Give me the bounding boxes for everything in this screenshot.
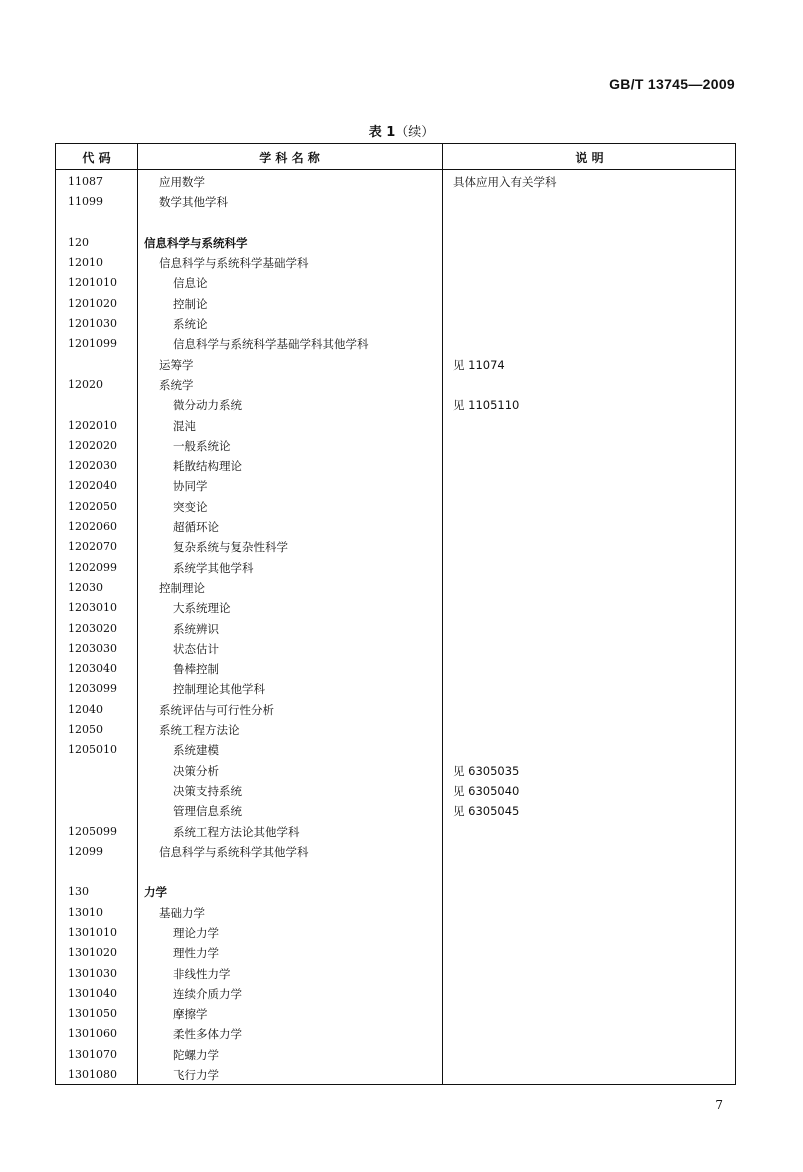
row-code: 1202010 bbox=[68, 418, 117, 432]
header-code: 代 码 bbox=[82, 151, 111, 165]
row-note: 见 6305035 bbox=[453, 763, 520, 778]
row-discipline-name: 系统工程方法论其他学科 bbox=[173, 824, 300, 839]
table-row bbox=[56, 882, 735, 902]
table-row bbox=[56, 619, 735, 639]
row-code: 1301020 bbox=[68, 946, 117, 960]
table-row bbox=[56, 1004, 735, 1024]
row-discipline-name: 应用数学 bbox=[159, 175, 205, 189]
table-row bbox=[56, 294, 735, 314]
row-discipline-name: 控制理论其他学科 bbox=[173, 682, 265, 697]
table-caption-continued: （续） bbox=[395, 125, 435, 140]
row-discipline-name: 理性力学 bbox=[173, 946, 219, 961]
row-code: 12099 bbox=[68, 844, 103, 858]
table-row bbox=[56, 761, 735, 781]
table-row bbox=[56, 537, 735, 557]
row-discipline-name: 摩擦学 bbox=[173, 1007, 208, 1022]
row-code: 1301010 bbox=[68, 925, 117, 939]
row-code: 1203040 bbox=[68, 662, 117, 676]
row-discipline-name: 控制论 bbox=[173, 296, 208, 311]
table-row bbox=[56, 964, 735, 984]
standard-code: GB/T 13745—2009 bbox=[609, 76, 735, 92]
page-number: 7 bbox=[715, 1098, 723, 1112]
table-row bbox=[56, 598, 735, 618]
row-code: 1202040 bbox=[68, 479, 117, 493]
table-row bbox=[56, 639, 735, 659]
table-row bbox=[56, 720, 735, 740]
table-row bbox=[56, 375, 735, 395]
row-discipline-name: 力学 bbox=[144, 885, 167, 900]
row-discipline-name: 系统学 bbox=[159, 377, 194, 392]
row-code: 1203099 bbox=[68, 682, 117, 696]
table-row bbox=[56, 801, 735, 821]
table-row bbox=[56, 1045, 735, 1065]
row-code: 1301040 bbox=[68, 986, 117, 1000]
row-discipline-name: 耗散结构理论 bbox=[173, 459, 242, 474]
table-row bbox=[56, 192, 735, 212]
row-discipline-name: 控制理论 bbox=[159, 580, 205, 595]
row-discipline-name: 决策分析 bbox=[173, 763, 219, 778]
row-note: 见 1105110 bbox=[453, 398, 520, 413]
row-discipline-name: 数学其他学科 bbox=[159, 195, 228, 210]
row-code: 12030 bbox=[68, 580, 103, 594]
row-discipline-name: 超循环论 bbox=[173, 520, 219, 535]
row-discipline-name: 系统论 bbox=[173, 317, 208, 332]
row-discipline-name: 理论力学 bbox=[173, 925, 219, 940]
row-code: 1203030 bbox=[68, 641, 117, 655]
table-row bbox=[56, 517, 735, 537]
row-code: 120 bbox=[68, 235, 89, 249]
table-row bbox=[56, 416, 735, 436]
table-row bbox=[56, 395, 735, 415]
table-row bbox=[56, 456, 735, 476]
table-row bbox=[56, 903, 735, 923]
row-discipline-name: 信息科学与系统科学基础学科其他学科 bbox=[173, 337, 369, 352]
row-code: 1201030 bbox=[68, 317, 117, 331]
row-discipline-name: 陀螺力学 bbox=[173, 1047, 219, 1062]
row-code: 1201099 bbox=[68, 337, 117, 351]
table-row bbox=[56, 781, 735, 801]
row-discipline-name: 系统学其他学科 bbox=[173, 560, 254, 575]
row-code: 11087 bbox=[68, 175, 103, 188]
row-code: 1203020 bbox=[68, 621, 117, 635]
row-discipline-name: 大系统理论 bbox=[173, 601, 231, 616]
row-code: 1202050 bbox=[68, 499, 117, 513]
table-body bbox=[56, 172, 735, 1085]
row-discipline-name: 基础力学 bbox=[159, 905, 205, 920]
table-row bbox=[56, 984, 735, 1004]
row-code: 12050 bbox=[68, 723, 103, 737]
row-discipline-name: 信息论 bbox=[173, 276, 208, 291]
row-discipline-name: 信息科学与系统科学基础学科 bbox=[159, 256, 309, 271]
header-name: 学 科 名 称 bbox=[259, 151, 320, 165]
table-row bbox=[56, 314, 735, 334]
row-discipline-name: 非线性力学 bbox=[173, 966, 231, 981]
table-row bbox=[56, 334, 735, 354]
row-code: 1203010 bbox=[68, 601, 117, 615]
discipline-table bbox=[55, 143, 736, 1085]
table-row bbox=[56, 213, 735, 233]
row-code: 1205099 bbox=[68, 824, 117, 838]
row-note: 具体应用入有关学科 bbox=[453, 175, 557, 189]
table-row bbox=[56, 233, 735, 253]
table-row bbox=[56, 679, 735, 699]
row-discipline-name: 系统建模 bbox=[173, 743, 219, 758]
header-note: 说 明 bbox=[575, 151, 604, 165]
row-code: 1205010 bbox=[68, 743, 117, 757]
row-discipline-name: 信息科学与系统科学其他学科 bbox=[159, 844, 309, 859]
row-discipline-name: 鲁棒控制 bbox=[173, 662, 219, 677]
table-row bbox=[56, 476, 735, 496]
row-discipline-name: 复杂系统与复杂性科学 bbox=[173, 540, 288, 555]
row-discipline-name: 突变论 bbox=[173, 499, 208, 514]
table-row bbox=[56, 923, 735, 943]
row-code: 1201010 bbox=[68, 276, 117, 290]
row-code: 11099 bbox=[68, 195, 103, 209]
row-discipline-name: 混沌 bbox=[173, 418, 196, 433]
row-discipline-name: 柔性多体力学 bbox=[173, 1027, 242, 1042]
row-code: 1301080 bbox=[68, 1068, 117, 1082]
row-code: 1202060 bbox=[68, 520, 117, 534]
row-note: 见 6305045 bbox=[453, 804, 520, 819]
row-note: 见 6305040 bbox=[453, 783, 520, 798]
table-row bbox=[56, 1065, 735, 1085]
table-row bbox=[56, 558, 735, 578]
table-row bbox=[56, 842, 735, 862]
row-discipline-name: 协同学 bbox=[173, 479, 208, 494]
table-row bbox=[56, 822, 735, 842]
row-discipline-name: 系统辨识 bbox=[173, 621, 219, 636]
row-code: 12040 bbox=[68, 702, 103, 716]
row-discipline-name: 微分动力系统 bbox=[173, 398, 242, 413]
row-code: 1301030 bbox=[68, 966, 117, 980]
row-code: 1301050 bbox=[68, 1007, 117, 1021]
table-row bbox=[56, 578, 735, 598]
row-code: 1202030 bbox=[68, 459, 117, 473]
table-row bbox=[56, 659, 735, 679]
row-code: 130 bbox=[68, 885, 89, 899]
table-row bbox=[56, 700, 735, 720]
row-discipline-name: 系统评估与可行性分析 bbox=[159, 702, 274, 717]
table-row bbox=[56, 740, 735, 760]
row-code: 1202099 bbox=[68, 560, 117, 574]
table-row bbox=[56, 253, 735, 273]
table-row bbox=[56, 273, 735, 293]
row-code: 12020 bbox=[68, 377, 103, 391]
table-caption-number: 表 1 bbox=[368, 125, 396, 140]
table-row bbox=[56, 355, 735, 375]
table-row bbox=[56, 862, 735, 882]
row-discipline-name: 连续介质力学 bbox=[173, 986, 242, 1001]
row-discipline-name: 信息科学与系统科学 bbox=[144, 235, 248, 250]
row-code: 1201020 bbox=[68, 296, 117, 310]
table-caption bbox=[0, 121, 803, 140]
row-code: 13010 bbox=[68, 905, 103, 919]
table-row bbox=[56, 172, 735, 192]
row-code: 1202070 bbox=[68, 540, 117, 554]
table-row bbox=[56, 436, 735, 456]
row-code: 1301070 bbox=[68, 1047, 117, 1061]
row-code: 12010 bbox=[68, 256, 103, 270]
row-discipline-name: 决策支持系统 bbox=[173, 783, 242, 798]
row-code: 1202020 bbox=[68, 438, 117, 452]
table-row bbox=[56, 1024, 735, 1044]
table-row bbox=[56, 943, 735, 963]
row-discipline-name: 系统工程方法论 bbox=[159, 723, 240, 738]
row-discipline-name: 飞行力学 bbox=[173, 1068, 219, 1083]
row-note: 见 11074 bbox=[453, 357, 505, 372]
table-row bbox=[56, 497, 735, 517]
row-discipline-name: 一般系统论 bbox=[173, 438, 231, 453]
row-code: 1301060 bbox=[68, 1027, 117, 1041]
row-discipline-name: 运筹学 bbox=[159, 357, 194, 372]
row-discipline-name: 状态估计 bbox=[173, 641, 219, 656]
row-discipline-name: 管理信息系统 bbox=[173, 804, 242, 819]
table-header bbox=[56, 144, 735, 170]
